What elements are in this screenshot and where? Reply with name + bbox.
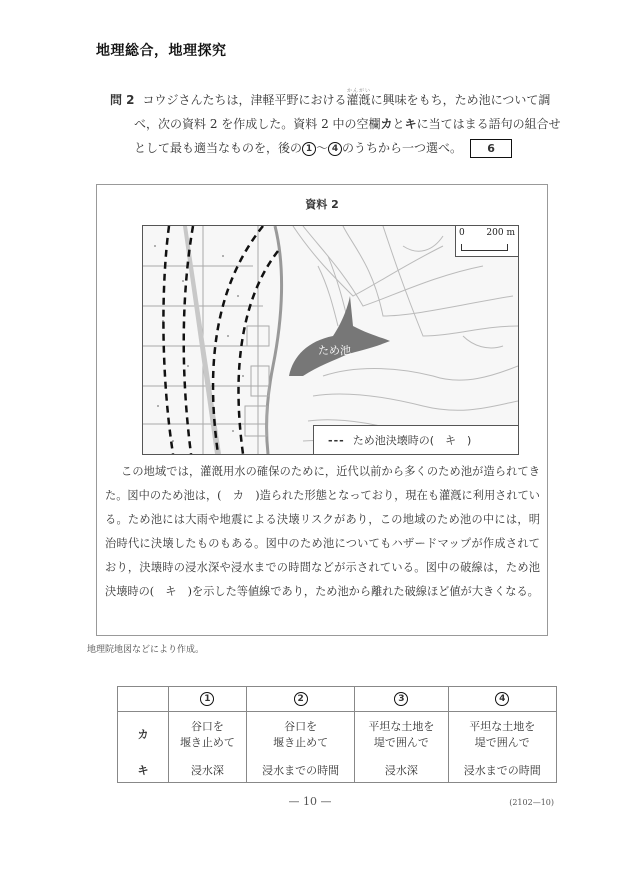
answer-box[interactable]: 6 — [470, 139, 512, 158]
ruby-reading: かんがい — [346, 88, 371, 94]
cell-text: 平坦な土地を — [469, 720, 536, 733]
map-drawing — [143, 226, 518, 454]
question-text: のうちから一つ選べ。 — [342, 141, 463, 155]
cell-text: 堤で囲んで — [373, 736, 429, 749]
blank-ka: カ — [380, 117, 393, 131]
range-separator: ～ — [316, 141, 329, 155]
hazard-isolines — [163, 226, 278, 454]
field-grid — [143, 226, 268, 454]
resource-title: 資料 2 — [305, 198, 339, 211]
choice-2-ki: 浸水までの時間 — [246, 758, 354, 783]
question-text: に当てはまる語句の組合せ — [416, 117, 561, 131]
source-note: 地理院地図などにより作成。 — [87, 645, 205, 655]
choice-3-ka — [355, 712, 448, 759]
topographic-map — [142, 225, 519, 455]
header-empty-cell — [118, 687, 169, 712]
map-legend — [313, 425, 518, 454]
question-text: に興味をもち，ため池について調 — [370, 93, 551, 107]
choice-header-4[interactable] — [448, 687, 556, 712]
page-code: (2102—10) — [509, 798, 554, 807]
circled-number-icon: 2 — [294, 692, 308, 706]
pond-label: ため池 — [318, 344, 351, 357]
table-row-ki — [118, 758, 557, 783]
circled-number-icon: 1 — [302, 142, 316, 156]
question-line-2 — [110, 112, 561, 136]
choices-table — [117, 686, 557, 783]
question-text: と — [392, 117, 405, 131]
choice-4-ki: 浸水までの時間 — [448, 758, 556, 783]
scale-zero: 0 — [459, 228, 465, 238]
dashed-line-icon: --- — [328, 434, 345, 447]
question-text: コウジさんたちは，津軽平野における — [142, 93, 347, 107]
cell-text: 堰き止めて — [179, 736, 235, 749]
choice-4-ka — [448, 712, 556, 759]
section-heading: 地理総合，地理探究 — [96, 43, 227, 59]
cell-text: 堰き止めて — [273, 736, 329, 749]
row-label-ki: キ — [118, 758, 169, 783]
scale-max: 200 m — [486, 228, 515, 238]
reservoir-pond — [289, 296, 390, 376]
choice-1-ka — [169, 712, 247, 759]
question-text: として最も適当なものを，後の — [134, 141, 303, 155]
question-text: べ，次の資料 2 を作成した。資料 2 中の空欄 — [134, 117, 381, 131]
choice-3-ki: 浸水深 — [355, 758, 448, 783]
irrigation-ruby — [346, 88, 371, 107]
choice-2-ka — [246, 712, 354, 759]
table-row-ka — [118, 712, 557, 759]
choice-header-3[interactable] — [355, 687, 448, 712]
cell-text: 谷口を — [284, 720, 318, 733]
legend-text: ため池決壊時の( キ ) — [352, 434, 472, 447]
resource-paragraph: この地域では，灌漑用水の確保のために，近代以前から多くのため池が造られてきた。図中のため池は，( カ )造られた形態となっており，現在も灌漑に利用されている。ため池には大雨や地震による決壊リスクがあり，この地域のため池の中には，明治時代に決壊したものもある。図中のため池についてもハザードマップが作成されており，決壊時の浸水深や浸水までの時間などが示されている。図中の破線は，ため池決壊時の( キ )を示した等値線であり，ため池から離れた破線ほど値が大きくなる。 — [105, 465, 540, 598]
resource-2-box — [96, 184, 548, 636]
choice-1-ki: 浸水深 — [169, 758, 247, 783]
question-2 — [110, 88, 561, 160]
page-number: — 10 — — [288, 795, 332, 808]
question-line-1 — [110, 88, 551, 112]
question-label: 問 2 — [110, 93, 135, 107]
table-header-row — [118, 687, 557, 712]
choice-header-2[interactable] — [246, 687, 354, 712]
cell-text: 堤で囲んで — [474, 736, 530, 749]
cell-text: 平坦な土地を — [368, 720, 435, 733]
scale-bar — [455, 226, 518, 257]
cell-text: 谷口を — [190, 720, 224, 733]
circled-number-icon: 3 — [394, 692, 408, 706]
choice-header-1[interactable] — [169, 687, 247, 712]
ruby-base: 灌漑 — [346, 93, 371, 107]
circled-number-icon: 4 — [495, 692, 509, 706]
scale-bar-line — [461, 244, 508, 251]
circled-number-icon: 1 — [200, 692, 214, 706]
circled-number-icon: 4 — [328, 142, 342, 156]
row-label-ka: カ — [118, 712, 169, 759]
blank-ki: キ — [404, 117, 417, 131]
question-line-3 — [110, 136, 535, 160]
